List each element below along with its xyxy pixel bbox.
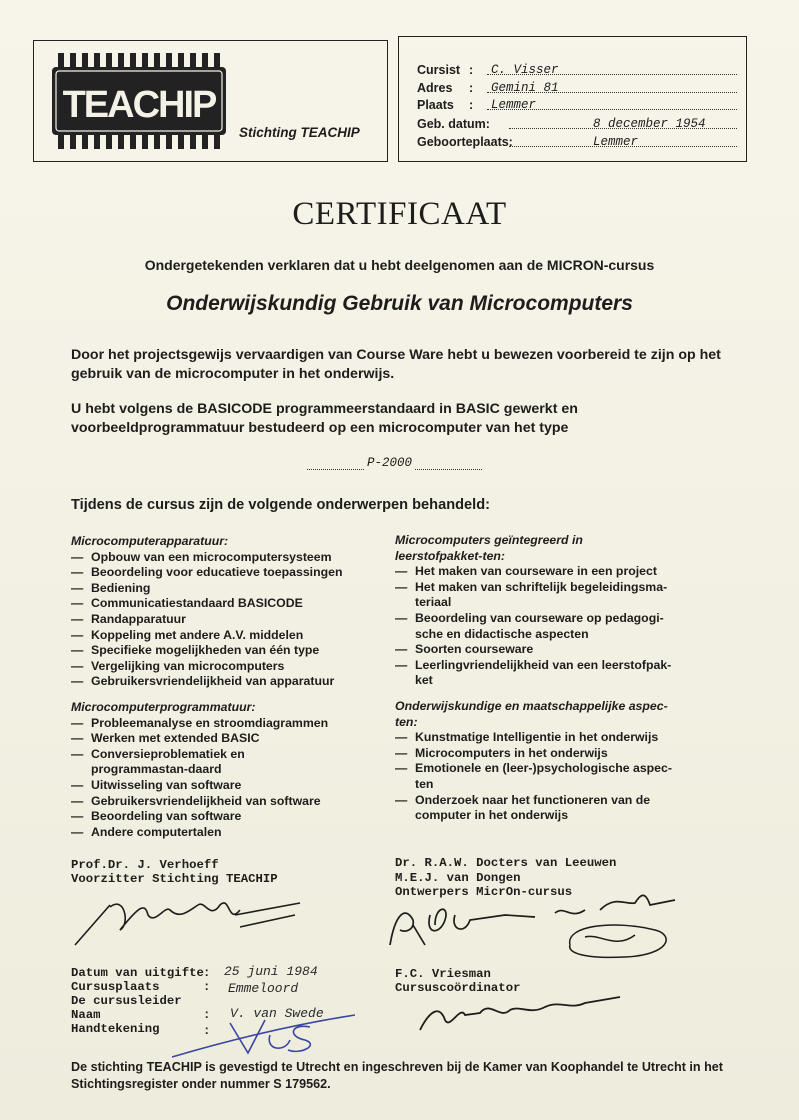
- paragraph-coursework: Door het projectsgewijs vervaardigen van Course Ware hebt u bewezen voorbereid te zijn op het gebruik van de microcomputer in het onderwijs.: [71, 347, 721, 382]
- topics-heading: Onderwijskundige en maatschappelijke aspec-ten:: [395, 698, 668, 729]
- topic-item: — Kunstmatige Intelligentie in het onderwijs: [395, 730, 659, 745]
- topic-item: — Beoordeling van software: [71, 809, 242, 824]
- stichting-label: Stichting TEACHIP: [239, 125, 360, 140]
- course-place-label: Cursusplaats: [71, 980, 160, 994]
- topic-item: — Gebruikersvriendelijkheid van apparatuur: [71, 674, 335, 689]
- geboorteplaats-row: [417, 135, 737, 151]
- signatory-right-name2: M.E.J. van Dongen: [395, 871, 521, 885]
- plaats-label: Plaats: [417, 98, 454, 112]
- signature-docters: [385, 875, 685, 965]
- topic-item: — Werken met extended BASIC: [71, 731, 260, 746]
- topic-item: — Beoordeling van courseware op pedagogi-sche en didactische aspecten: [395, 610, 664, 641]
- gebdatum-label: Geb. datum:: [417, 117, 490, 131]
- topic-item: — Conversieproblematiek en programmastan-daard: [71, 746, 245, 777]
- course-name: Onderwijskundig Gebruik van Microcomputers: [166, 292, 633, 315]
- cursist-row: Cursist : C. Visser: [417, 63, 737, 79]
- topic-item: — Leerlingvriendelijkheid van een leerstofpak-ket: [395, 657, 672, 688]
- gebdatum-row: [417, 117, 737, 133]
- topic-item: — Opbouw van een microcomputersysteem: [71, 549, 332, 564]
- topic-item: — Andere computertalen: [71, 824, 222, 839]
- topic-item: — Emotionele en (leer-)psychologische aspec-ten: [395, 761, 672, 791]
- course-leader-label: De cursusleider: [71, 994, 182, 1008]
- topics-left-column: [71, 534, 371, 840]
- topic-item: — Vergelijking van microcomputers: [71, 658, 285, 673]
- signatory-right-name1: Dr. R.A.W. Docters van Leeuwen: [395, 856, 617, 870]
- leader-name-value: V. van Swede: [230, 1006, 324, 1021]
- logo-box: [33, 40, 388, 162]
- topic-item: — Soorten courseware: [395, 642, 534, 657]
- topic-item: — Koppeling met andere A.V. middelen: [71, 627, 304, 642]
- course-place-colon: :: [203, 980, 211, 994]
- student-info-box: [398, 36, 747, 162]
- topic-item: — Uitwisseling van software: [71, 777, 242, 792]
- signatory-left-name: Prof.Dr. J. Verhoeff: [71, 858, 219, 872]
- issue-date-value: 25 juni 1984: [224, 964, 318, 979]
- adres-value: Gemini 81: [491, 81, 559, 95]
- topics-heading: Microcomputerprogrammatuur:: [71, 699, 256, 714]
- certificate-title: CERTIFICAAT: [292, 196, 507, 232]
- signatory-left-role: Voorzitter Stichting TEACHIP: [71, 872, 278, 886]
- signature-van-swede: [170, 1005, 360, 1060]
- topic-item: — Onderzoek naar het functioneren van de computer in het onderwijs: [395, 792, 651, 823]
- plaats-value: Lemmer: [491, 98, 537, 112]
- computer-type-field: [307, 456, 482, 474]
- certificate-subtitle: Ondergetekenden verklaren dat u hebt deelgenomen aan de MICRON-cursus: [144, 257, 655, 273]
- topic-item: — Beoordeling voor educatieve toepassingen: [71, 565, 343, 580]
- leader-signature-label: Handtekening: [71, 1022, 160, 1036]
- signature-verhoeff: [70, 885, 310, 955]
- plaats-row: Plaats : Lemmer: [417, 98, 737, 114]
- paragraph-basicode: U hebt volgens de BASICODE programmeerstandaard in BASIC gewerkt en voorbeeldprogrammatuur bestudeerd op een microcomputer van het type: [71, 401, 578, 436]
- topic-item: — Bediening: [71, 580, 151, 595]
- leader-signature-colon: :: [203, 1024, 211, 1038]
- topics-heading: Microcomputers geïntegreerd in leerstofpakket-ten:: [395, 533, 583, 563]
- topic-item: — Het maken van schriftelijk begeleidingsma-teriaal: [395, 579, 668, 610]
- topic-item: — Probleemanalyse en stroomdiagrammen: [71, 715, 329, 730]
- cursist-value: C. Visser: [491, 63, 559, 77]
- topic-item: — Communicatiestandaard BASICODE: [71, 596, 303, 611]
- cursist-label: Cursist: [417, 63, 461, 77]
- geboorteplaats-value: Lemmer: [593, 135, 639, 149]
- leader-name-colon: :: [203, 1008, 211, 1022]
- signatory-coordinator-role: Cursuscoördinator: [395, 981, 521, 995]
- leader-name-label: Naam: [71, 1008, 101, 1022]
- computer-type-value: P-2000: [367, 456, 413, 470]
- adres-row: Adres : Gemini 81: [417, 81, 737, 97]
- gebdatum-value: 8 december 1954: [593, 117, 706, 131]
- footer-registration: De stichting TEACHIP is gevestigd te Utrecht en ingeschreven bij de Kamer van Koophandel te Utrecht in het Stichtingsregister onder nummer S 179562.: [71, 1060, 723, 1091]
- topic-item: — Specifieke mogelijkheden van één type: [71, 643, 320, 658]
- topic-item: — Gebruikersvriendelijkheid van software: [71, 793, 321, 808]
- issue-date-colon: :: [203, 966, 211, 980]
- topics-right-column: [395, 533, 680, 824]
- geboorteplaats-label: Geboorteplaats:: [417, 135, 513, 149]
- logo-text: TEACHIP: [62, 84, 216, 126]
- signatory-right-role: Ontwerpers MicrOn-cursus: [395, 885, 573, 899]
- issue-date-label: Datum van uitgifte: [71, 966, 204, 980]
- signature-vriesman: [410, 985, 650, 1035]
- signatory-coordinator-name: F.C. Vriesman: [395, 967, 491, 981]
- topic-item: — Microcomputers in het onderwijs: [395, 745, 608, 760]
- topics-heading: Microcomputerapparatuur:: [71, 534, 229, 548]
- adres-label: Adres: [417, 81, 453, 95]
- topic-item: — Het maken van courseware in een project: [395, 564, 657, 579]
- course-place-value: Emmeloord: [228, 981, 299, 996]
- topics-intro: Tijdens de cursus zijn de volgende onderwerpen behandeld:: [71, 497, 490, 513]
- topic-item: — Randapparatuur: [71, 611, 186, 626]
- teachip-logo: [50, 51, 230, 151]
